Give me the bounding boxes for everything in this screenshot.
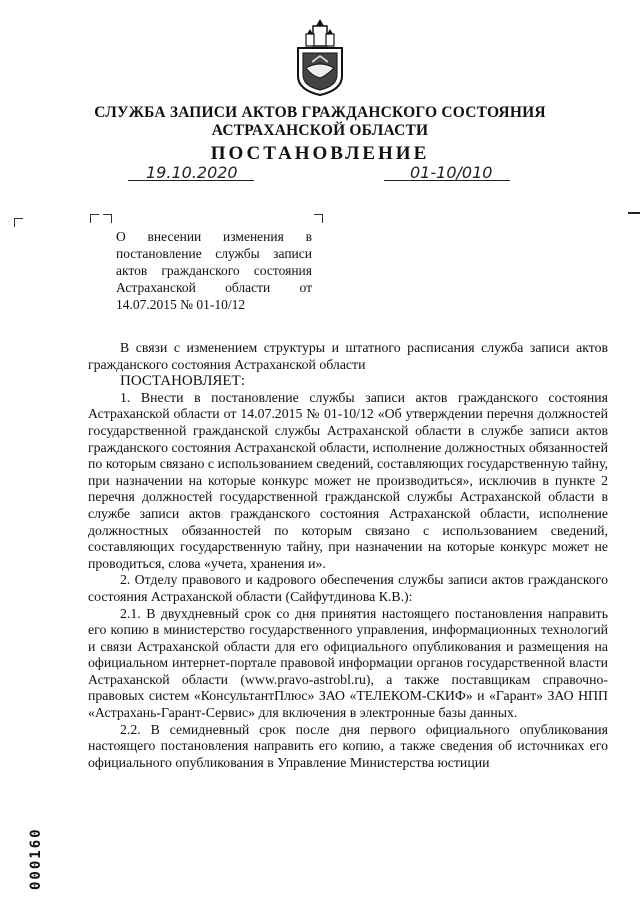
corner-mark [14, 218, 23, 227]
paragraph-2: 2. Отделу правового и кадрового обеспечения службы записи актов гражданского состояния Астраханской области (Сайфутдинова К.В.): [88, 572, 608, 604]
side-registration-number [28, 790, 48, 890]
document-date: 19.10.2020 [146, 163, 238, 182]
margin-dash [628, 212, 640, 214]
paragraph-2-2: 2.2. В семидневный срок после дня первого официального опубликования настоящего постановления направить его копию, а также сведения об источниках его официального опубликования в Управление Министерства юстиции [88, 721, 608, 770]
organization-line-1: СЛУЖБА ЗАПИСИ АКТОВ ГРАЖДАНСКОГО СОСТОЯНИЯ [94, 104, 546, 121]
document-type: ПОСТАНОВЛЕНИЕ [210, 143, 430, 164]
resolve-heading: ПОСТАНОВЛЯЕТ: [120, 373, 245, 390]
document-body [88, 340, 608, 771]
document-number: 01-10/010 [410, 163, 493, 182]
corner-mark [314, 214, 323, 223]
side-number-text: 000160 [28, 827, 44, 890]
coat-of-arms-icon [292, 18, 348, 96]
paragraph-2-1: 2.1. В двухдневный срок со дня принятия настоящего постановления направить его копию в министерство государственного управления, информационных технологий и связи Астраханской области для его официального опубликования и размещения на официальном интернет-портале правовой информации органов государственной власти Астраханской области (www.pravo-astrobl.ru), а также поставщикам справочно-правовых систем «КонсультантПлюс» ЗАО «ТЕЛЕКОМ-СКИФ» и «Гарант» ЗАО НПП «Астрахань-Гарант-Сервис» для включения в электронные базы данных. [88, 605, 608, 721]
corner-mark [103, 214, 112, 223]
paragraph-1: 1. Внести в постановление службы записи актов гражданского состояния Астраханской области от 14.07.2015 № 01-10/12 «Об утверждении перечня должностей государственной гражданской службы Астраханской области в службе записи актов гражданского состояния Астраханской области, исполнение должностных обязанностей по которым связано с использованием сведений, составляющих государственную тайну, при назначении на которые конкурс может не производиться», исключив в пункте 2 перечня должностей государственной гражданской службы Астраханской области в службе записи актов гражданского состояния Астраханской области, исполнение должностных обязанностей по которым связано с использованием сведений, составляющих государственную тайну, при назначении на которые конкурс может не проводиться, слова «учета, хранения и». [88, 389, 608, 571]
corner-mark [90, 214, 99, 223]
preamble-paragraph: В связи с изменением структуры и штатного расписания служба записи актов гражданского состояния Астраханской области [88, 340, 608, 372]
organization-line-2: АСТРАХАНСКОЙ ОБЛАСТИ [211, 122, 429, 139]
document-subject: О внесении изменения в постановление службы записи актов гражданского состояния Астраханской области от 14.07.2015 № 01-10/12 [116, 229, 312, 312]
